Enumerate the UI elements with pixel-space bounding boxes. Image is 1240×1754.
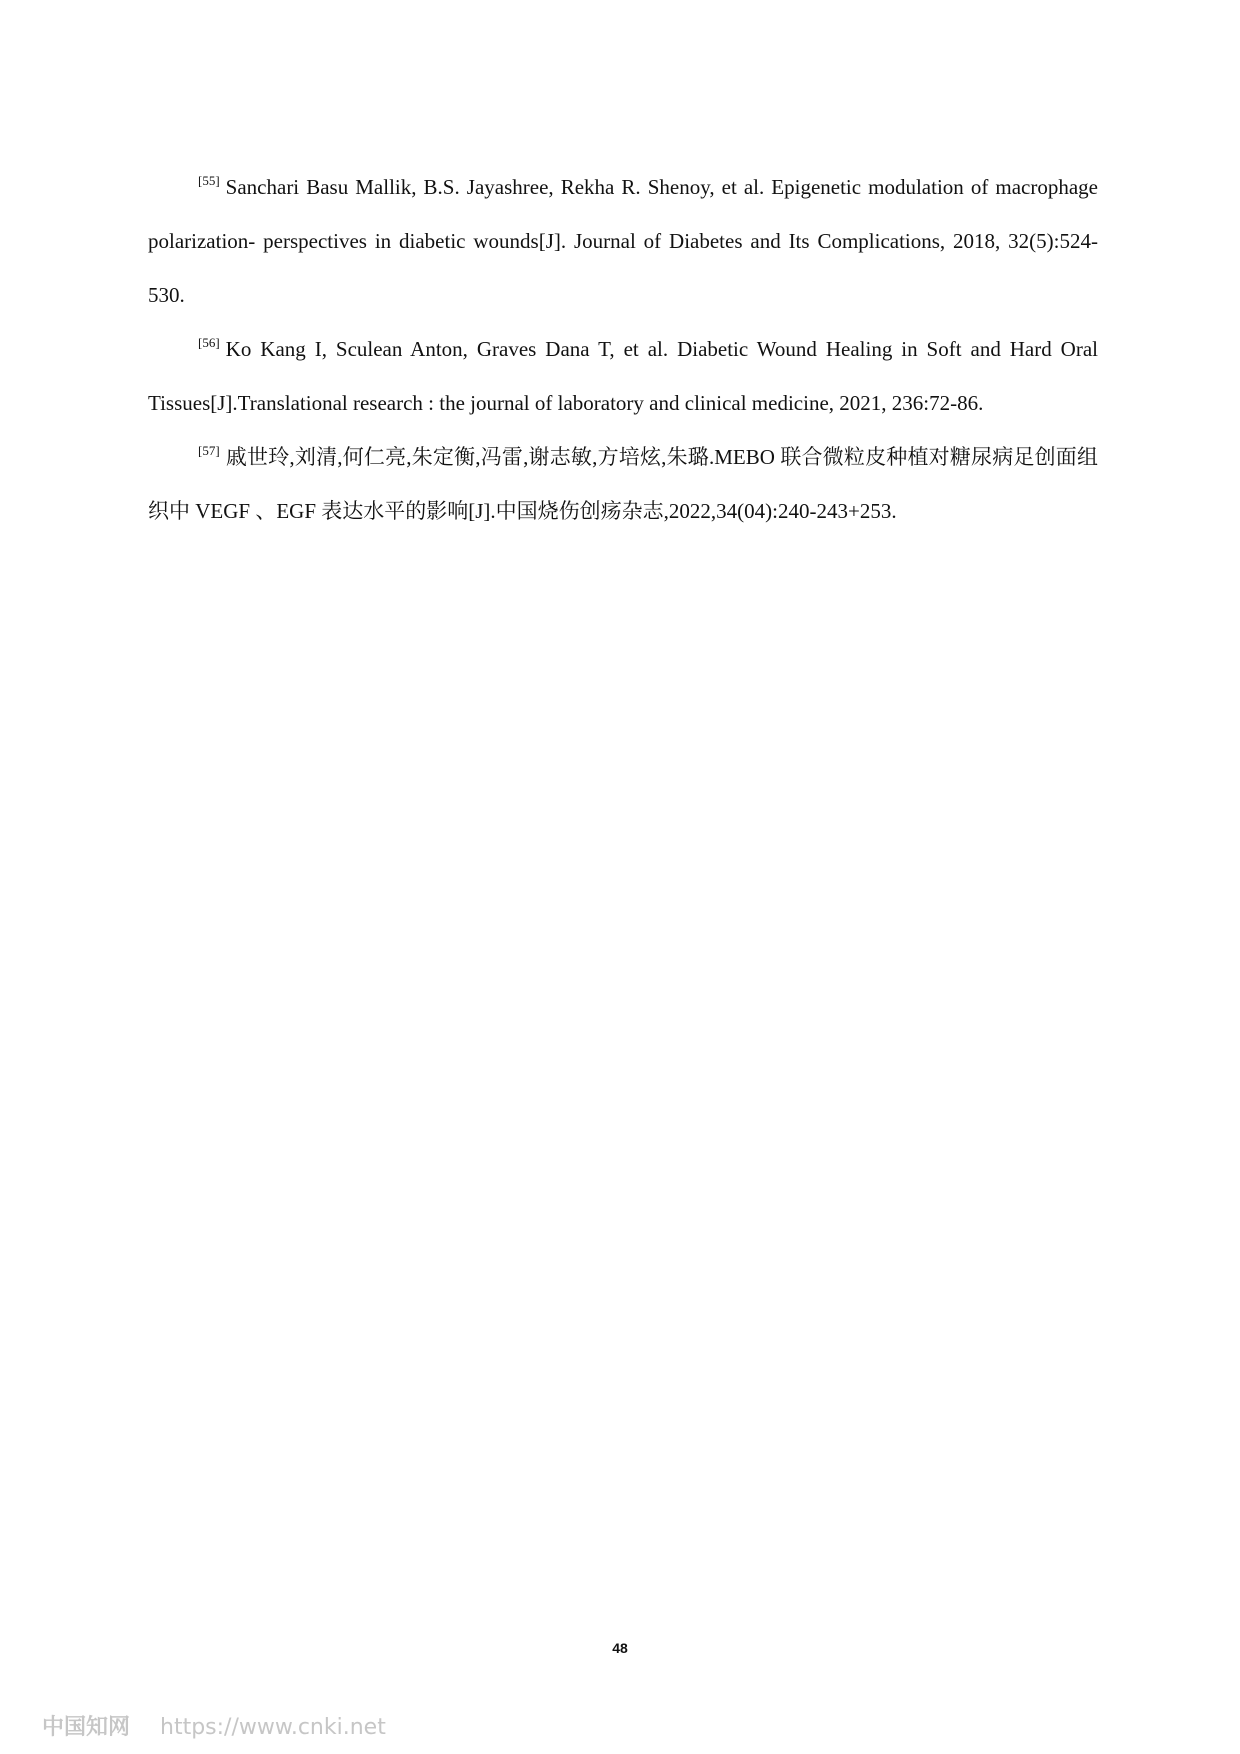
watermark <box>42 1710 386 1741</box>
reference-number: [55] <box>198 173 220 188</box>
reference-text: 戚世玲,刘清,何仁亮,朱定衡,冯雷,谢志敏,方培炫,朱璐.MEBO 联合微粒皮种植对糖尿病足创面组织中 VEGF 、EGF 表达水平的影响[J].中国烧伤创疡杂志,2022,34(04):240-243+253. <box>148 445 1098 523</box>
page-number: 48 <box>612 1640 628 1656</box>
reference-list <box>148 160 1098 538</box>
watermark-url: https://www.cnki.net <box>160 1715 386 1740</box>
reference-number: [56] <box>198 335 220 350</box>
watermark-brand: 中国知网 <box>42 1715 131 1740</box>
reference-item-56 <box>148 322 1098 430</box>
reference-number: [57] <box>198 443 220 458</box>
reference-text: Ko Kang I, Sculean Anton, Graves Dana T, et al. Diabetic Wound Healing in Soft and Hard Oral Tissues[J].Translational research : the journal of laboratory and clinical medicine, 2021, 236:72-86. <box>148 337 1098 415</box>
reference-item-57 <box>148 430 1098 538</box>
reference-item-55 <box>148 160 1098 322</box>
reference-text: Sanchari Basu Mallik, B.S. Jayashree, Rekha R. Shenoy, et al. Epigenetic modulation of macrophage polarization- perspectives in diabetic wounds[J]. Journal of Diabetes and Its Complications, 2018, 32(5):524-530. <box>148 175 1098 307</box>
